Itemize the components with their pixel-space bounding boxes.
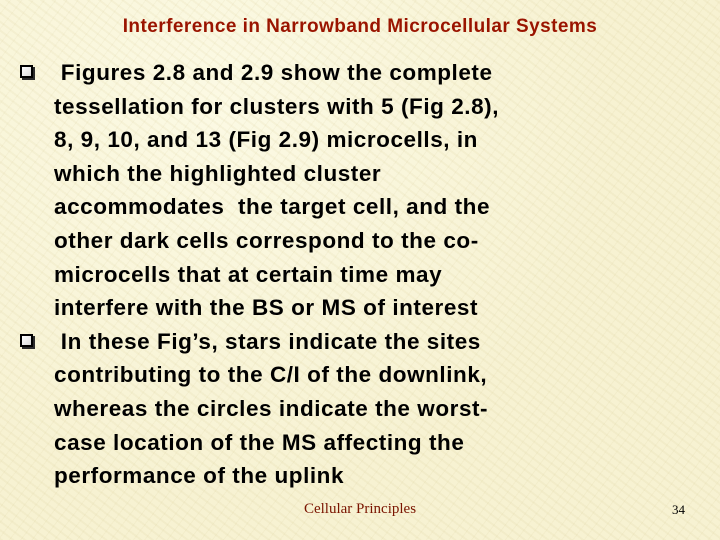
bullet-1-line-5: accommodates the target cell, and the xyxy=(54,194,491,220)
bullet-1-line-6: other dark cells correspond to the co- xyxy=(54,227,479,253)
bullet-2-line-5: performance of the uplink xyxy=(54,463,345,489)
bullet-1-line-1: Figures 2.8 and 2.9 show the complete xyxy=(54,60,493,85)
bullet-1-line-4: which the highlighted cluster xyxy=(54,160,382,186)
checkbox-bullet-icon xyxy=(20,65,33,78)
bullet-1-line-7: microcells that at certain time may xyxy=(54,261,443,287)
bullet-1-line-8: interfere with the BS or MS of interest xyxy=(54,295,478,321)
bullet-2-line-1: In these Fig’s, stars indicate the sites xyxy=(54,328,481,354)
bullet-item-1 xyxy=(18,56,708,325)
slide-footer: Cellular Principles xyxy=(303,501,417,517)
bullet-2-line-2: contributing to the C/I of the downlink, xyxy=(54,362,488,388)
bullet-1-line-3: 8, 9, 10, and 13 (Fig 2.9) microcells, in xyxy=(54,127,478,153)
bullet-2-line-3: whereas the circles indicate the worst- xyxy=(54,395,489,421)
bullet-list xyxy=(18,56,708,493)
bullet-item-2 xyxy=(18,325,708,493)
page-number: 34 xyxy=(672,502,685,517)
checkbox-bullet-icon xyxy=(20,334,33,347)
bullet-1-line-2: tessellation for clusters with 5 (Fig 2.8), xyxy=(54,93,499,119)
slide-title: Interference in Narrowband Microcellular Systems xyxy=(122,16,598,37)
bullet-2-line-4: case location of the MS affecting the xyxy=(54,429,465,455)
